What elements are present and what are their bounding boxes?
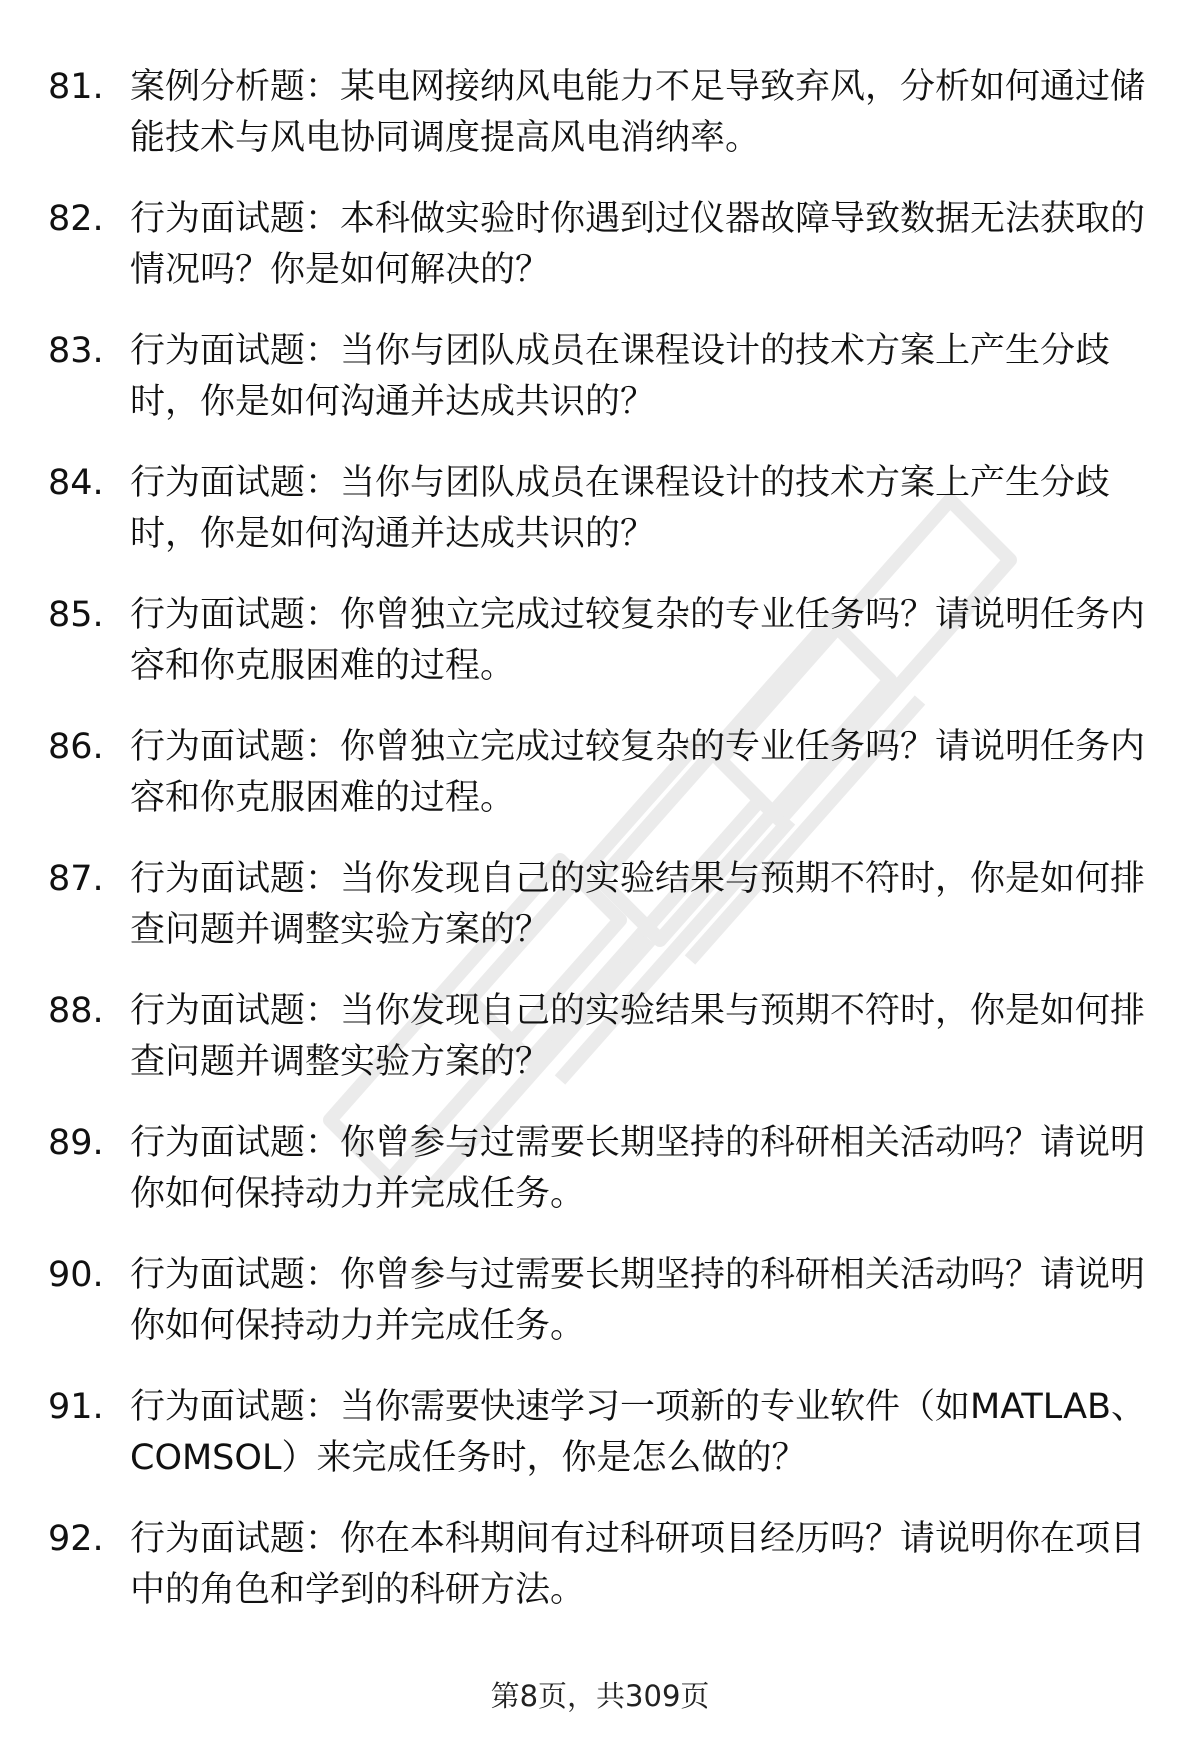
question-number: 87. (48, 859, 104, 899)
question-number: 88. (48, 991, 104, 1031)
question-number: 85. (48, 595, 104, 635)
question-number: 86. (48, 727, 104, 767)
question-text: 行为面试题：当你发现自己的实验结果与预期不符时，你是如何排查问题并调整实验方案的？ (130, 991, 1146, 1082)
question-list (48, 62, 1148, 1646)
question-item (48, 326, 1148, 458)
question-text: 行为面试题：你曾独立完成过较复杂的专业任务吗？请说明任务内容和你克服困难的过程。 (130, 595, 1146, 686)
question-item (48, 1382, 1148, 1514)
question-text: 行为面试题：本科做实验时你遇到过仪器故障导致数据无法获取的情况吗？你是如何解决的？ (130, 199, 1146, 290)
question-text: 行为面试题：你在本科期间有过科研项目经历吗？请说明你在项目中的角色和学到的科研方法。 (130, 1519, 1146, 1610)
question-item (48, 62, 1148, 194)
question-number: 90. (48, 1255, 104, 1295)
question-text: 行为面试题：当你发现自己的实验结果与预期不符时，你是如何排查问题并调整实验方案的？ (130, 859, 1146, 950)
question-text: 行为面试题：当你需要快速学习一项新的专业软件（如MATLAB、COMSOL）来完成任务时，你是怎么做的？ (130, 1387, 1147, 1478)
question-item (48, 722, 1148, 854)
question-item (48, 1250, 1148, 1382)
question-number: 82. (48, 199, 104, 239)
question-item (48, 986, 1148, 1118)
question-text: 行为面试题：当你与团队成员在课程设计的技术方案上产生分歧时，你是如何沟通并达成共识的？ (130, 463, 1111, 554)
question-text: 行为面试题：你曾独立完成过较复杂的专业任务吗？请说明任务内容和你克服困难的过程。 (130, 727, 1146, 818)
question-item (48, 1118, 1148, 1250)
page-footer: 第8页，共309页 (490, 1679, 710, 1713)
question-number: 84. (48, 463, 104, 503)
question-text: 行为面试题：你曾参与过需要长期坚持的科研相关活动吗？请说明你如何保持动力并完成任务。 (130, 1123, 1146, 1214)
question-number: 81. (48, 67, 104, 107)
question-text: 案例分析题：某电网接纳风电能力不足导致弃风，分析如何通过储能技术与风电协同调度提高风电消纳率。 (130, 67, 1146, 158)
question-number: 83. (48, 331, 104, 371)
question-item (48, 590, 1148, 722)
question-text: 行为面试题：你曾参与过需要长期坚持的科研相关活动吗？请说明你如何保持动力并完成任务。 (130, 1255, 1146, 1346)
question-number: 91. (48, 1387, 104, 1427)
question-text: 行为面试题：当你与团队成员在课程设计的技术方案上产生分歧时，你是如何沟通并达成共识的？ (130, 331, 1111, 422)
question-item (48, 854, 1148, 986)
question-item (48, 1514, 1148, 1646)
question-item (48, 194, 1148, 326)
question-number: 92. (48, 1519, 104, 1559)
question-number: 89. (48, 1123, 104, 1163)
question-item (48, 458, 1148, 590)
